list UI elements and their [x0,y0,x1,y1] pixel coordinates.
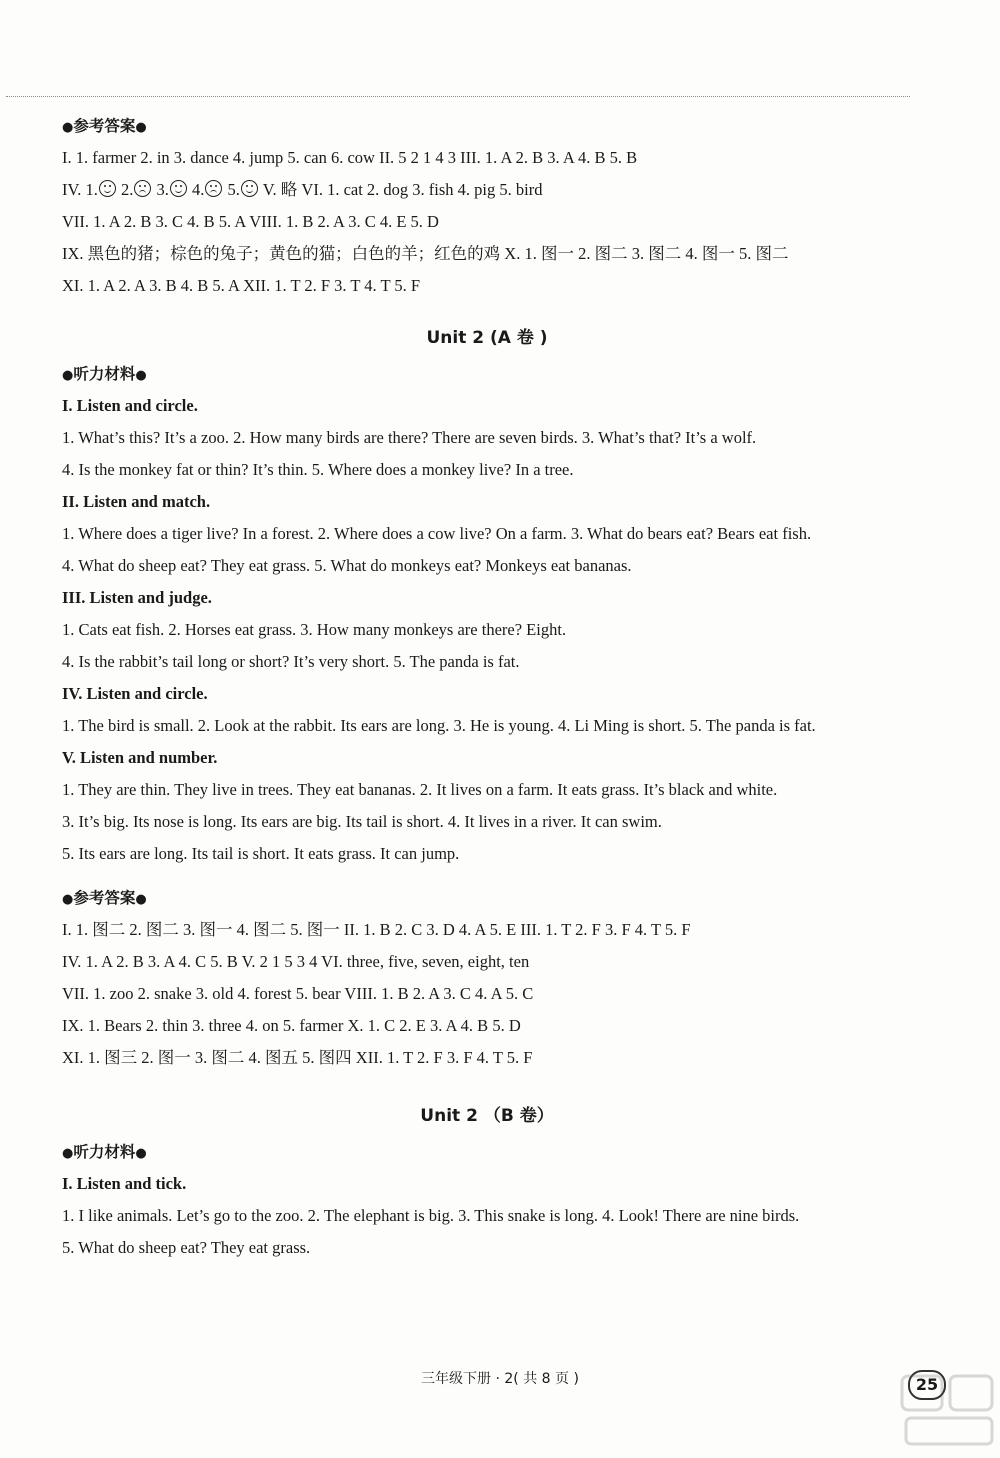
listening-line: 4. What do sheep eat? They eat grass. 5. What do monkeys eat? Monkeys eat bananas. [62,556,632,575]
smiley-face-icon [99,180,116,197]
smiley-face-icon [170,180,187,197]
listening-heading-2b: ●听力材料● [62,1143,147,1161]
answer-line: IX. 1. Bears 2. thin 3. three 4. on 5. farmer X. 1. C 2. E 3. A 4. B 5. D [62,1016,521,1035]
face-number: 5. [227,180,240,199]
unit-2a-title: Unit 2 (A 卷 ) [426,328,548,348]
listening-line: 4. Is the monkey fat or thin? It’s thin. 5. Where does a monkey live? In a tree. [62,460,574,479]
sad-face-icon [205,180,222,197]
top-dotted-rule [6,96,910,97]
answer-line: I. 1. 图二 2. 图二 3. 图一 4. 图二 5. 图一 II. 1. B 2. C 3. D 4. A 5. E III. 1. T 2. F 3. F 4. T 5. F [62,920,691,939]
answer-line: XI. 1. A 2. A 3. B 4. B 5. A XII. 1. T 2. F 3. T 4. T 5. F [62,276,421,295]
smiley-face-icon [241,180,258,197]
listening-sections-2a [62,390,912,870]
answer-line: I. 1. farmer 2. in 3. dance 4. jump 5. can 6. cow II. 5 2 1 4 3 III. 1. A 2. B 3. A 4. B 5. B [62,148,638,167]
unit-2b-title: Unit 2 （B 卷） [420,1106,554,1126]
listening-line: 5. Its ears are long. Its tail is short. It eats grass. It can jump. [62,844,460,863]
listening-line: 1. They are thin. They live in trees. They eat bananas. 2. It lives on a farm. It eats grass. It’s black and white. [62,780,778,799]
section-title: II. Listen and match. [62,492,211,511]
face-number: 4. [192,180,205,199]
face-number: 3. [156,180,169,199]
faces-group [86,180,263,199]
listening-line: 1. What’s this? It’s a zoo. 2. How many birds are there? There are seven birds. 3. What’s that? It’s a wolf. [62,428,757,447]
answer-line-faces: IV. 1. 2. 3. 4. 5. V. 略 VI. 1. cat 2. dog 3. fish 4. pig 5. bird [62,180,543,199]
listening-line: 1. Cats eat fish. 2. Horses eat grass. 3. How many monkeys are there? Eight. [62,620,567,639]
answers-heading-1: ●参考答案● [62,117,147,135]
answer-line: IV. 1. A 2. B 3. A 4. C 5. B V. 2 1 5 3 4 VI. three, five, seven, eight, ten [62,952,530,971]
answer-page [62,110,912,1264]
answer-line: XI. 1. 图三 2. 图一 3. 图二 4. 图五 5. 图四 XII. 1. T 2. F 3. F 4. T 5. F [62,1048,533,1067]
page-number-badge: 25 [908,1370,946,1400]
sad-face-icon [134,180,151,197]
face-number: 1. [85,180,98,199]
watermark-logo-icon [900,1372,996,1450]
listening-line: 1. I like animals. Let’s go to the zoo. 2. The elephant is big. 3. This snake is long. 4. Look! There are nine birds. [62,1206,800,1225]
listening-line: 1. The bird is small. 2. Look at the rabbit. Its ears are long. 3. He is young. 4. Li Ming is short. 5. The panda is fat. [62,716,816,735]
page-footer: 三年级下册 · 2( 共 8 页 ) [421,1371,579,1387]
section-title: IV. Listen and circle. [62,684,208,703]
section-title: I. Listen and circle. [62,396,198,415]
section-title: III. Listen and judge. [62,588,212,607]
listening-heading-2a: ●听力材料● [62,365,147,383]
section-title: V. Listen and number. [62,748,218,767]
answers-heading-2a: ●参考答案● [62,889,147,907]
face-number: 2. [121,180,134,199]
answer-line: IX. 黑色的猪；棕色的兔子；黄色的猫；白色的羊；红色的鸡 X. 1. 图一 2. 图二 3. 图二 4. 图一 5. 图二 [62,244,789,263]
answer-line: VII. 1. A 2. B 3. C 4. B 5. A VIII. 1. B 2. A 3. C 4. E 5. D [62,212,439,231]
listening-line: 4. Is the rabbit’s tail long or short? It’s very short. 5. The panda is fat. [62,652,520,671]
answer-line: VII. 1. zoo 2. snake 3. old 4. forest 5. bear VIII. 1. B 2. A 3. C 4. A 5. C [62,984,534,1003]
listening-line: 1. Where does a tiger live? In a forest. 2. Where does a cow live? On a farm. 3. What do bears eat? Bears eat fish. [62,524,812,543]
listening-line: 5. What do sheep eat? They eat grass. [62,1238,311,1257]
listening-line: 3. It’s big. Its nose is long. Its ears are big. Its tail is short. 4. It lives in a river. It can swim. [62,812,662,831]
section-title: I. Listen and tick. [62,1174,187,1193]
